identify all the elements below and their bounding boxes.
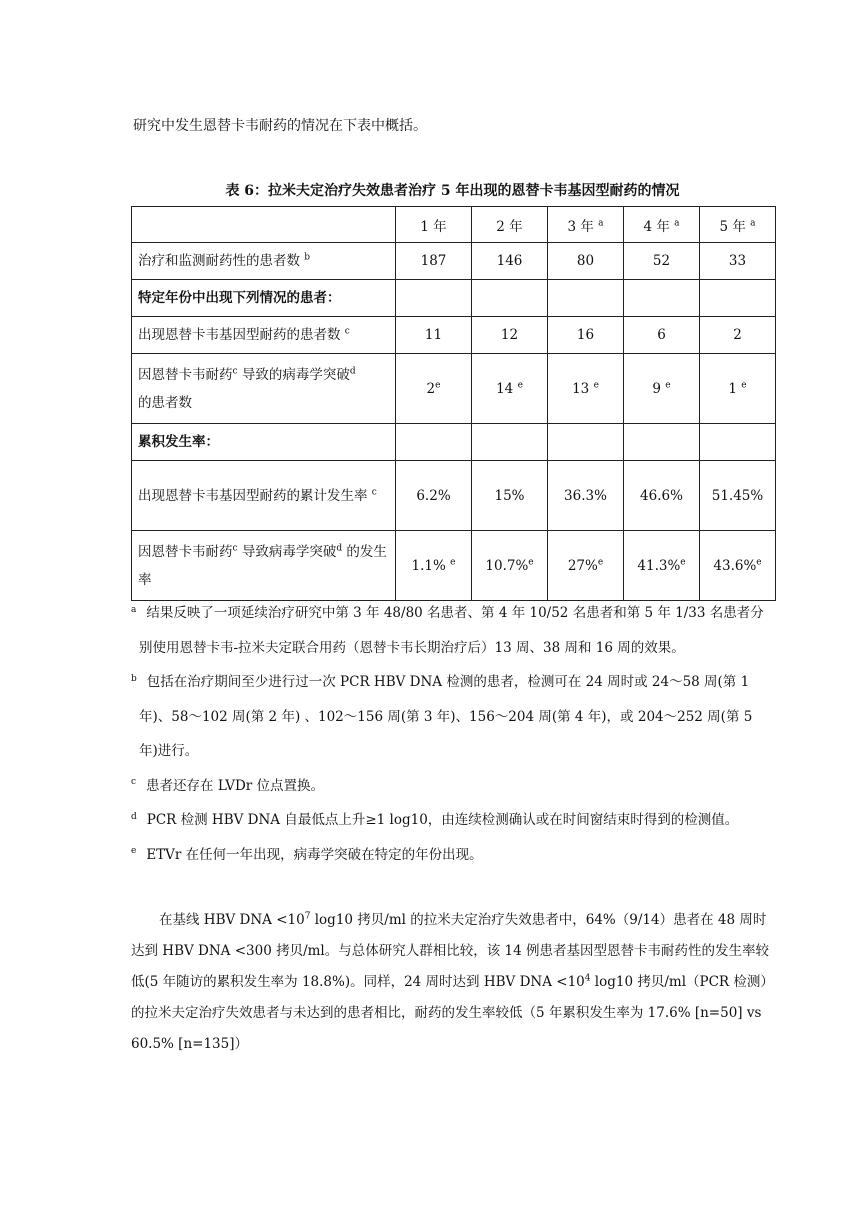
row-label: 因恩替卡韦耐药$^c$ 导致病毒学突破$^d$ 的发生率 xyxy=(132,531,396,601)
section-label: 特定年份中出现下列情况的患者： xyxy=(132,280,396,317)
table-cell: 14 $^e$ xyxy=(472,354,548,424)
header-year-2: 2 年 xyxy=(472,207,548,243)
section-row xyxy=(132,280,776,317)
table-cell: 41.3%$^e$ xyxy=(624,531,700,601)
row-label: 治疗和监测耐药性的患者数 $^b$ xyxy=(132,243,396,280)
section-row xyxy=(132,424,776,461)
table-cell: 15% xyxy=(472,461,548,531)
intro-text: 研究中发生恩替卡韦耐药的情况在下表中概括。 xyxy=(133,118,427,134)
table-cell: 46.6% xyxy=(624,461,700,531)
header-year-3: 3 年 $^a$ xyxy=(548,207,624,243)
table-cell: 9 $^e$ xyxy=(624,354,700,424)
header-year-5: 5 年 $^a$ xyxy=(700,207,776,243)
table-cell: 51.45% xyxy=(700,461,776,531)
table-cell: 33 xyxy=(700,243,776,280)
table-row xyxy=(132,317,776,354)
table-cell: 43.6%$^e$ xyxy=(700,531,776,601)
table-cell: 187 xyxy=(396,243,472,280)
table-cell: 52 xyxy=(624,243,700,280)
section-label: 累积发生率： xyxy=(132,424,396,461)
header-empty-cell xyxy=(132,207,396,243)
table-cell: 36.3% xyxy=(548,461,624,531)
resistance-table xyxy=(131,206,776,601)
table-cell: 2 xyxy=(700,317,776,354)
footnote: $^b$ 包括在治疗期间至少进行过一次 PCR HBV DNA 检测的患者，检测可在 24 周时或 24～58 周(第 1 年)、58～102 周(第 2 年) 、102～156 周(第 3 年)、156～204 周(第 4 年)，或 204～252 周(第 5 年)进行。 xyxy=(131,673,753,759)
table-cell: 27%$^e$ xyxy=(548,531,624,601)
footnote: $^e$ ETVr 在任何一年出现，病毒学突破在特定的年份出现。 xyxy=(131,846,483,863)
footnote: $^a$ 结果反映了一项延续治疗研究中第 3 年 48/80 名患者、第 4 年 10/52 名患者和第 5 年 1/33 名患者分别使用恩替卡韦-拉米夫定联合用药（恩替卡韦长期治疗后）13 周、38 周和 16 周的效果。 xyxy=(131,604,764,656)
table-row xyxy=(132,461,776,531)
footnote: $^c$ 患者还存在 LVDr 位点置换。 xyxy=(131,777,325,794)
header-row xyxy=(132,207,776,243)
table-row xyxy=(132,531,776,601)
table-caption: 表 6：拉米夫定治疗失效患者治疗 5 年出现的恩替卡韦基因型耐药的情况 xyxy=(225,183,680,199)
table-cell: 10.7%$^e$ xyxy=(472,531,548,601)
table-cell: 13 $^e$ xyxy=(548,354,624,424)
row-label: 出现恩替卡韦基因型耐药的患者数 $^c$ xyxy=(132,317,396,354)
table-row xyxy=(132,243,776,280)
table-cell: 1 $^e$ xyxy=(700,354,776,424)
table-cell: 12 xyxy=(472,317,548,354)
table-cell: 11 xyxy=(396,317,472,354)
table-cell: 146 xyxy=(472,243,548,280)
row-label: 出现恩替卡韦基因型耐药的累计发生率 $^c$ xyxy=(132,461,396,531)
table-cell: 2e xyxy=(396,354,472,424)
header-year-4: 4 年 $^a$ xyxy=(624,207,700,243)
table-cell: 80 xyxy=(548,243,624,280)
table-cell: 6 xyxy=(624,317,700,354)
body-paragraph: 在基线 HBV DNA $<10^7$ log10 拷贝/ml 的拉米夫定治疗失效患者中，64%（9/14）患者在 48 周时达到 HBV DNA <300 拷贝/ml。与总体研究人群相比较，该 14 例患者基因型恩替卡韦耐药性的发生率较低(5 年随访的累积发生率为 18.8%)。同样，24 周时达到 HBV DNA $<10^4$ log10 拷贝/ml（PCR 检测）的拉米夫定治疗失效患者与未达到的患者相比，耐药的发生率较低（5 年累积发生率为 17.6% [n=50] vs 60.5% [n=135]） xyxy=(131,911,769,1052)
table-row xyxy=(132,354,776,424)
row-label: 因恩替卡韦耐药$^c$ 导致的病毒学突破$^d$ 的患者数 xyxy=(132,354,396,424)
table-cell: 1.1% $^e$ xyxy=(396,531,472,601)
table-cell: 16 xyxy=(548,317,624,354)
table-cell: 6.2% xyxy=(396,461,472,531)
table-footnotes xyxy=(131,596,771,872)
header-year-1: 1 年 xyxy=(396,207,472,243)
footnote: $^d$ PCR 检测 HBV DNA 自最低点上升≥1 log10，由连续检测确认或在时间窗结束时得到的检测值。 xyxy=(131,811,739,828)
